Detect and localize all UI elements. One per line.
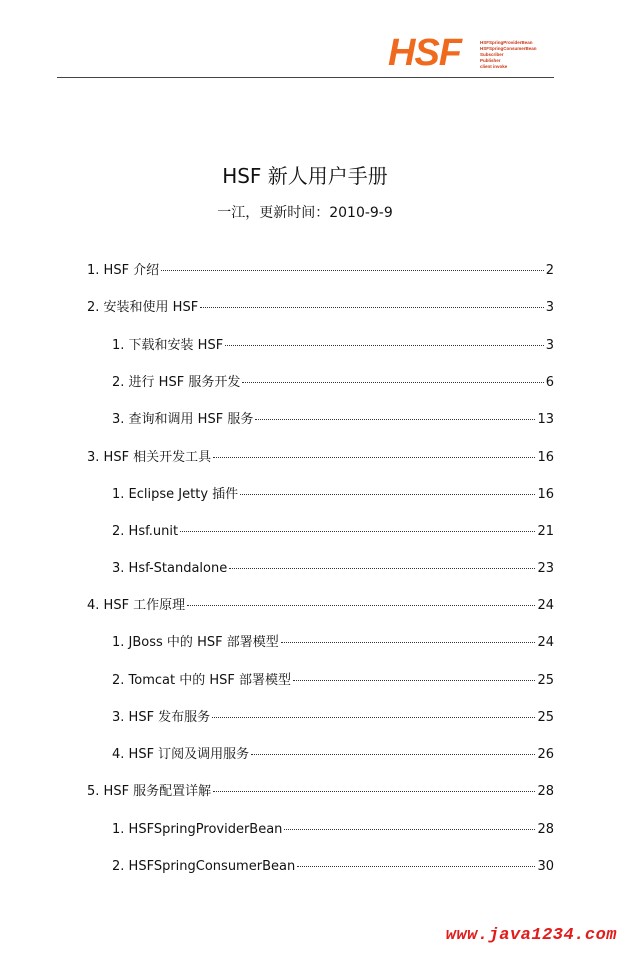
toc-leader-dots [225,345,544,346]
toc-entry-page: 25 [537,710,554,725]
toc-entry-number: 1. [112,635,125,650]
toc-entry-label: Tomcat 中的 HSF 部署模型 [128,673,292,688]
toc-entry-label: HSF 相关开发工具 [103,450,212,465]
toc-entry-page: 13 [537,412,554,427]
toc-leader-dots [240,494,535,495]
toc-entry-page: 25 [537,673,554,688]
toc-entry-number: 3. [112,412,125,427]
toc-entry[interactable] [87,449,554,467]
toc-entry-page: 3 [545,338,554,353]
toc-entry[interactable] [87,262,554,280]
toc-entry[interactable] [112,411,554,429]
toc-entry-label: HSF 服务配置详解 [103,784,212,799]
toc-entry-number: 2. [112,859,125,874]
toc-entry-page: 30 [537,859,554,874]
toc-entry[interactable] [112,337,554,355]
toc-entry-number: 2. [112,524,125,539]
hsf-logo-mark: HSF [388,32,461,74]
toc-entry-number: 3. [112,561,125,576]
toc-leader-dots [293,680,535,681]
toc-entry-page: 28 [537,784,554,799]
logo-tagline-line: HSFSpringConsumerBean [480,46,537,51]
document-subtitle: 一江，更新时间：2010-9-9 [217,205,393,221]
toc-leader-dots [200,307,544,308]
toc-leader-dots [242,382,543,383]
toc-entry-page: 21 [537,524,554,539]
toc-entry-number: 1. [112,487,125,502]
toc-entry-label: JBoss 中的 HSF 部署模型 [128,635,279,650]
toc-entry-page: 24 [537,598,554,613]
toc-entry-page: 28 [537,822,554,837]
toc-entry-label: HSF 介绍 [103,263,160,278]
toc-entry-label: Eclipse Jetty 插件 [128,487,239,502]
toc-leader-dots [213,791,535,792]
toc-entry-number: 4. [112,747,125,762]
toc-entry-number: 4. [87,598,100,613]
toc-leader-dots [161,270,544,271]
toc-entry-label: 下载和安装 HSF [128,338,224,353]
logo-tagline-line: HSFSpringProviderBean [480,40,533,45]
toc-entry[interactable] [112,746,554,764]
document-title: HSF 新人用户手册 [222,164,388,188]
toc-entry-label: HSFSpringConsumerBean [128,859,296,874]
toc-entry[interactable] [112,523,554,541]
toc-entry-number: 1. [112,822,125,837]
toc-entry-page: 3 [545,300,554,315]
toc-entry[interactable] [112,821,554,839]
logo-tagline-line: Subscriber [480,52,504,57]
toc-entry-label: 查询和调用 HSF 服务 [128,412,254,427]
toc-entry[interactable] [112,672,554,690]
toc-entry-number: 2. [112,375,125,390]
toc-entry[interactable] [87,597,554,615]
toc-leader-dots [281,642,536,643]
toc-entry-number: 2. [112,673,125,688]
toc-entry-page: 16 [537,487,554,502]
toc-entry-page: 23 [537,561,554,576]
toc-entry-page: 26 [537,747,554,762]
toc-entry-number: 1. [112,338,125,353]
toc-entry-number: 3. [112,710,125,725]
toc-leader-dots [213,457,535,458]
toc-leader-dots [251,754,535,755]
toc-leader-dots [297,866,535,867]
toc-entry-label: 安装和使用 HSF [103,300,199,315]
toc-entry-page: 24 [537,635,554,650]
toc-entry-label: Hsf.unit [128,524,179,539]
toc-entry-label: HSF 订阅及调用服务 [128,747,250,762]
hsf-logo-tagline [480,40,555,70]
toc-entry[interactable] [112,634,554,652]
toc-entry-page: 6 [545,375,554,390]
toc-leader-dots [187,605,535,606]
toc-leader-dots [255,419,535,420]
toc-entry-page: 2 [545,263,554,278]
hsf-logo [388,32,558,75]
toc-leader-dots [284,829,535,830]
toc-entry-number: 3. [87,450,100,465]
toc-entry-number: 1. [87,263,100,278]
toc-entry-label: HSF 发布服务 [128,710,211,725]
header-divider [57,77,554,78]
toc-entry[interactable] [87,299,554,317]
toc-entry[interactable] [112,560,554,578]
toc-entry-number: 2. [87,300,100,315]
toc-leader-dots [212,717,535,718]
toc-entry[interactable] [87,783,554,801]
toc-entry[interactable] [112,709,554,727]
toc-entry-page: 16 [537,450,554,465]
toc-entry[interactable] [112,858,554,876]
logo-tagline-line: client invoke [480,64,508,69]
site-watermark: www.java1234.com [445,926,617,945]
toc-entry-label: Hsf-Standalone [128,561,228,576]
toc-entry[interactable] [112,486,554,504]
toc-entry-number: 5. [87,784,100,799]
logo-tagline-line: Publisher [480,58,501,63]
toc-leader-dots [180,531,535,532]
toc-entry[interactable] [112,374,554,392]
toc-entry-label: HSFSpringProviderBean [128,822,283,837]
toc-entry-label: 进行 HSF 服务开发 [128,375,241,390]
toc-entry-label: HSF 工作原理 [103,598,186,613]
toc-leader-dots [229,568,535,569]
